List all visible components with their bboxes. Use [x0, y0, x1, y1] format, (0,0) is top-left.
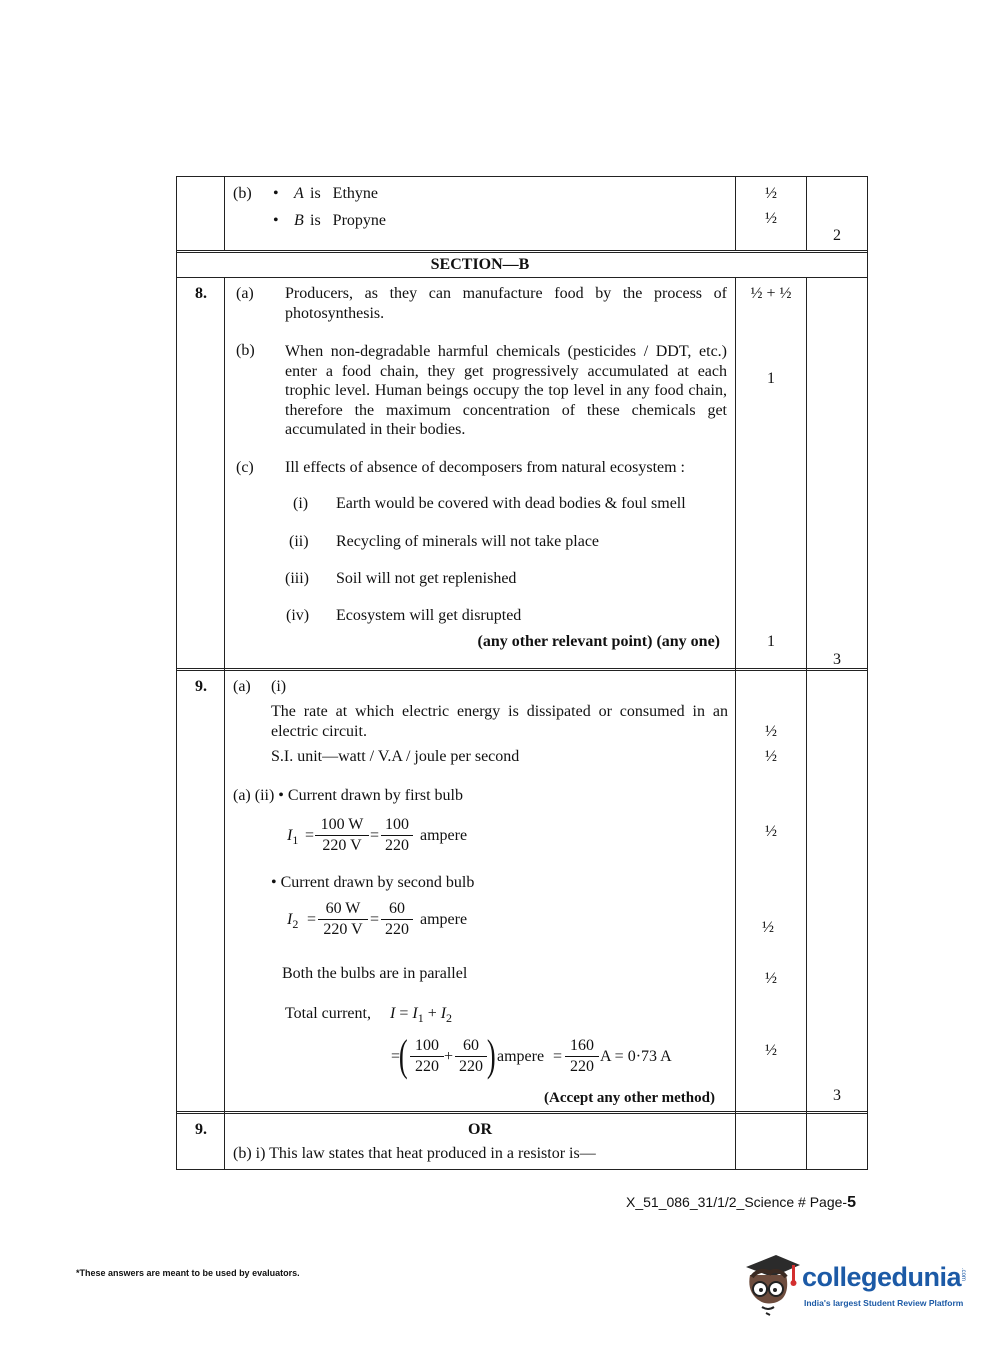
mark: ½	[765, 748, 777, 765]
table-rule	[176, 668, 868, 669]
numerator: 60 W	[318, 899, 368, 920]
fraction	[318, 899, 368, 940]
denominator: 220	[459, 1058, 483, 1075]
point-number: (iii)	[285, 570, 309, 587]
table-border-right	[867, 176, 868, 1170]
fraction	[315, 815, 369, 856]
parallel-statement: Both the bulbs are in parallel	[282, 965, 468, 982]
brand-suffix: .com	[960, 1268, 966, 1282]
current-subscript: 1	[292, 833, 299, 848]
right-paren: )	[486, 1031, 496, 1080]
subpart-label-i: (i)	[271, 678, 287, 695]
numerator: 100 W	[315, 815, 369, 836]
table-rule	[176, 1111, 868, 1112]
evaluator-note: (any other relevant point) (any one)	[477, 633, 720, 650]
part-label-b: (b)	[233, 185, 252, 202]
mark: ½	[765, 1042, 777, 1059]
point-number: (ii)	[289, 533, 309, 550]
point-text: Earth would be covered with dead bodies & foul smell	[336, 495, 686, 512]
question-number: 8.	[195, 285, 207, 302]
total-mark: 3	[833, 1087, 841, 1104]
mark: ½	[765, 823, 777, 840]
mark: ½	[765, 185, 777, 202]
table-rule	[176, 277, 868, 278]
numerator: 100	[381, 815, 413, 836]
fraction	[410, 1036, 444, 1077]
part-label-a: (a)	[233, 678, 251, 695]
answer-9b-text: (b) i) This law states that heat produced in a resistor is—	[233, 1145, 596, 1162]
table-rule	[176, 250, 868, 251]
mark: 1	[767, 633, 775, 650]
table-rule	[176, 252, 868, 253]
mascot-icon	[742, 1249, 802, 1317]
denominator: 220 V	[322, 837, 362, 854]
equals-sign: =	[307, 911, 317, 928]
compound-b-name: is Propyne	[310, 212, 386, 229]
table-col-line	[224, 176, 225, 251]
denominator: 220 V	[323, 921, 363, 938]
total-mark: 3	[833, 651, 841, 668]
bullet-icon: •	[273, 212, 279, 229]
point-text: Recycling of minerals will not take place	[336, 533, 600, 550]
current-subscript: 2	[292, 917, 299, 932]
unit-label: ampere	[420, 911, 468, 928]
table-rule	[176, 670, 868, 671]
unit-label: ampere	[497, 1048, 545, 1065]
fraction	[381, 815, 413, 856]
si-unit-text: S.I. unit—watt / V.A / joule per second	[271, 748, 520, 765]
numerator: 100	[410, 1036, 444, 1057]
equals-sign: =	[553, 1048, 563, 1065]
mark: ½	[765, 970, 777, 987]
equals-sign: =	[370, 827, 380, 844]
or-label: OR	[468, 1121, 492, 1138]
equals-sign: =	[391, 1048, 401, 1065]
fraction	[381, 899, 413, 940]
table-border-top	[176, 176, 868, 177]
table-rule	[176, 1113, 868, 1114]
point-text: Ecosystem will get disrupted	[336, 607, 522, 624]
mark: ½ + ½	[750, 285, 792, 302]
total-current-label: Total current,	[285, 1005, 371, 1022]
compound-a-name: is Ethyne	[310, 185, 378, 202]
table-border-bottom	[176, 1169, 868, 1170]
brand-tagline: India's largest Student Review Platform	[804, 1298, 964, 1308]
fraction	[565, 1036, 599, 1077]
table-col-line	[224, 277, 225, 1170]
compound-b-label: B	[294, 212, 304, 229]
part-label-a: (a)	[236, 285, 254, 302]
compound-a-label: A	[294, 185, 304, 202]
question-number: 9.	[195, 678, 207, 695]
denominator: 220	[415, 1058, 439, 1075]
part-label-b: (b)	[236, 342, 255, 359]
answer-8a: Producers, as they can manufacture food by the process of photosynthesis.	[285, 285, 727, 322]
mark: 1	[767, 370, 775, 387]
mark: ½	[765, 210, 777, 227]
current-symbol: I	[287, 911, 293, 928]
question-number: 9.	[195, 1121, 207, 1138]
denominator: 220	[385, 921, 409, 938]
result-value: A = 0·73 A	[600, 1048, 672, 1065]
bullet-icon: •	[273, 185, 279, 202]
evaluator-note: (Accept any other method)	[544, 1090, 715, 1106]
mark: ½	[762, 919, 774, 936]
current-symbol: I	[287, 827, 293, 844]
page-number: 5	[847, 1194, 856, 1211]
answer-8c-intro: Ill effects of absence of decomposers from natural ecosystem :	[285, 459, 685, 476]
numerator: 60	[381, 899, 413, 920]
point-number: (i)	[293, 495, 309, 512]
evaluator-footnote: *These answers are meant to be used by evaluators.	[76, 1268, 300, 1278]
fraction	[455, 1036, 487, 1077]
definition-text: The rate at which electric energy is dissipated or consumed in an electric circuit.	[271, 703, 728, 740]
table-border-left	[176, 176, 177, 1170]
subpart-heading: (a) (ii) • Current drawn by first bulb	[233, 787, 463, 804]
mark: ½	[765, 723, 777, 740]
section-title: SECTION—B	[430, 256, 530, 273]
total-mark: 2	[833, 227, 841, 244]
equals-sign: =	[370, 911, 380, 928]
answer-8b: When non-degradable harmful chemicals (pesticides / DDT, etc.) enter a food chain, they get progressively accumulated at each trophic level. Human beings occupy the top level in any food chain, therefore the maximum concentration of these chemicals get accumulated in their bodies.	[285, 343, 727, 439]
subpart-heading: • Current drawn by second bulb	[271, 874, 475, 891]
unit-label: ampere	[420, 827, 468, 844]
left-paren: (	[398, 1031, 408, 1080]
numerator: 160	[565, 1036, 599, 1057]
denominator: 220	[385, 837, 409, 854]
part-label-c: (c)	[236, 459, 254, 476]
equals-sign: =	[305, 827, 315, 844]
brand-name: collegedunia	[802, 1262, 962, 1292]
plus-sign: +	[444, 1048, 454, 1065]
denominator: 220	[570, 1058, 594, 1075]
total-current-equation: $I = I_1 + I_2$	[390, 1005, 453, 1026]
point-number: (iv)	[286, 607, 310, 624]
numerator: 60	[455, 1036, 487, 1057]
page-code: X_51_086_31/1/2_Science # Page-5	[626, 1194, 856, 1211]
table-col-line	[806, 277, 807, 1170]
point-text: Soil will not get replenished	[336, 570, 517, 587]
